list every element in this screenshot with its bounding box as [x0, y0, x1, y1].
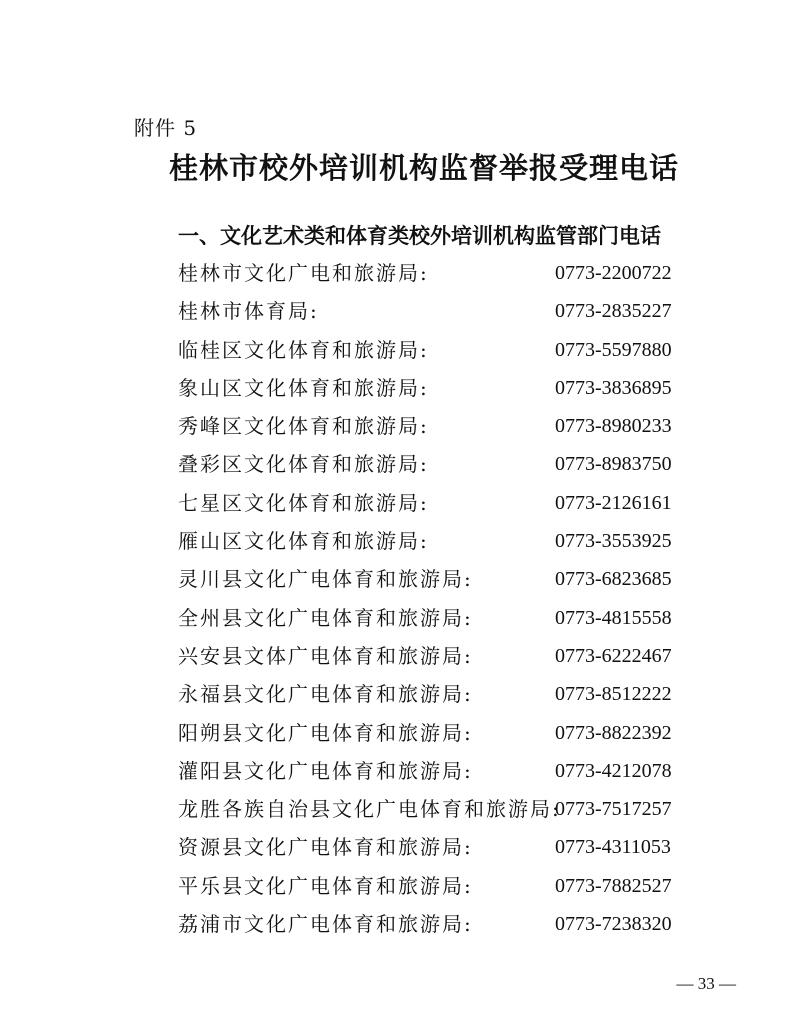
contact-row: [178, 292, 698, 330]
section-heading: 一、文化艺术类和体育类校外培训机构监管部门电话: [178, 224, 661, 248]
agency-name: 兴安县文体广电体育和旅游局:: [178, 643, 473, 668]
phone-number: 0773-2835227: [555, 300, 672, 323]
contact-row: [178, 905, 698, 943]
agency-name: 七星区文化体育和旅游局:: [178, 490, 429, 515]
agency-name: 象山区文化体育和旅游局:: [178, 375, 429, 400]
phone-number: 0773-2126161: [555, 491, 672, 514]
phone-number: 0773-3553925: [555, 530, 672, 553]
phone-number: 0773-2200722: [555, 262, 672, 284]
agency-name: 资源县文化广电体育和旅游局:: [178, 835, 473, 860]
phone-number: 0773-7238320: [555, 913, 672, 936]
phone-number: 0773-4311053: [555, 836, 671, 859]
phone-number: 0773-6222467: [555, 644, 672, 667]
agency-name: 桂林市文化广电和旅游局:: [178, 261, 429, 285]
contact-row: [178, 445, 698, 483]
agency-name: 临桂区文化体育和旅游局:: [178, 337, 429, 362]
contact-row: [178, 254, 698, 292]
agency-name: 平乐县文化广电体育和旅游局:: [178, 873, 473, 898]
page-number: — 33 —: [676, 974, 736, 993]
agency-name: 全州县文化广电体育和旅游局:: [178, 605, 473, 630]
phone-number: 0773-8822392: [555, 721, 672, 744]
contact-row: [178, 675, 698, 713]
agency-name: 龙胜各族自治县文化广电体育和旅游局:: [178, 797, 561, 822]
phone-number: 0773-6823685: [555, 568, 672, 591]
phone-number: 0773-8983750: [555, 453, 672, 476]
contact-row: [178, 867, 698, 905]
agency-name: 秀峰区文化体育和旅游局:: [178, 414, 429, 439]
contact-row: [178, 369, 698, 407]
agency-name: 荔浦市文化广电体育和旅游局:: [178, 912, 473, 937]
agency-name: 叠彩区文化体育和旅游局:: [178, 452, 429, 477]
contact-row: [178, 752, 698, 790]
agency-name: 灌阳县文化广电体育和旅游局:: [178, 758, 473, 783]
agency-name: 雁山区文化体育和旅游局:: [178, 529, 429, 554]
contact-row: [178, 331, 698, 369]
contact-row: [178, 790, 698, 828]
contact-row: [178, 484, 698, 522]
phone-number: 0773-3836895: [555, 376, 672, 399]
contact-row: [178, 599, 698, 637]
phone-number: 0773-7882527: [555, 874, 672, 897]
attachment-label: 附件 5: [134, 116, 198, 140]
contact-list: [178, 254, 698, 943]
document-title: 桂林市校外培训机构监督举报受理电话: [168, 151, 679, 185]
agency-name: 灵川县文化广电体育和旅游局:: [178, 567, 473, 592]
agency-name: 永福县文化广电体育和旅游局:: [178, 682, 473, 707]
agency-name: 桂林市体育局:: [178, 299, 319, 324]
phone-number: 0773-5597880: [555, 338, 672, 361]
phone-number: 0773-4815558: [555, 606, 672, 629]
agency-name: 阳朔县文化广电体育和旅游局:: [178, 720, 473, 745]
contact-row: [178, 637, 698, 675]
phone-number: 0773-7517257: [555, 798, 672, 821]
contact-row: [178, 828, 698, 866]
phone-number: 0773-8980233: [555, 415, 672, 438]
contact-row: [178, 560, 698, 598]
phone-number: 0773-4212078: [555, 759, 672, 782]
contact-row: [178, 714, 698, 752]
phone-number: 0773-8512222: [555, 683, 672, 706]
contact-row: [178, 407, 698, 445]
contact-row: [178, 522, 698, 560]
